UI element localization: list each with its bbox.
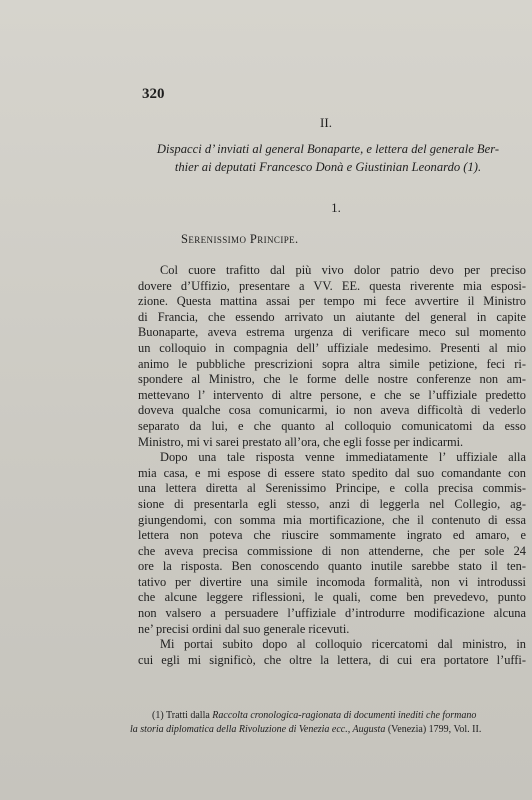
footnote-title: la storia diplomatica della Rivoluzione di Venezia ecc., Augusta xyxy=(130,724,386,735)
body-text xyxy=(138,263,526,668)
heading-line: Dispacci d’ inviati al general Bonaparte, e lettera del generale Ber- xyxy=(156,142,500,156)
body-line: Mi portai subito dopo al colloquio ricercatomi dal ministro, in xyxy=(160,637,526,652)
body-line: non valsero a persuadere l’uffiziale d’introdurre modificazione alcuna xyxy=(138,606,526,621)
body-line: mia casa, e mi espose di essere stato spedito dal suo comandante con xyxy=(138,465,526,480)
body-line: animo le pubbliche prescrizioni sopra altra simile petizione, feci ri- xyxy=(138,356,526,371)
body-line: doveva qualche cosa comunicarmi, io non aveva difficoltà di vederlo xyxy=(138,403,526,418)
section-heading xyxy=(148,140,508,176)
body-line: Buonaparte, aveva estrema urgenza di verificare meco sul momento xyxy=(138,325,526,340)
heading-line: thier ai deputati Francesco Donà e Giustinian Leonardo (1). xyxy=(174,160,482,174)
body-line: una lettera diretta al Serenissimo Principe, e colla precisa commis- xyxy=(138,481,526,496)
body-line: che alcune leggere riflessioni, le quali, come ben prevedevo, punto xyxy=(138,590,526,605)
page-number: 320 xyxy=(142,86,165,102)
body-line: mettevano l’ intervento di altre persone, e che se l’uffiziale predetto xyxy=(138,387,526,402)
subsection-number: 1. xyxy=(331,200,341,215)
body-line: dovere d’Uffizio, presentare a VV. EE. questa riverente mia esposi- xyxy=(138,278,526,293)
body-line: Ministro, mi vi sarei prestato all’ora, che egli fosse per indicarmi. xyxy=(138,434,464,449)
footnote-text: Tratti dalla xyxy=(166,710,210,721)
body-line: tativo per divertire una simile incomoda formalità, non vi introdussi xyxy=(138,574,526,589)
body-line: ore la risposta. Ben conoscendo quanto inutile sarebbe stato il ten- xyxy=(138,559,526,574)
body-line: giungendomi, con somma mia mortificazione, che il contenuto di essa xyxy=(138,512,526,527)
body-line: Col cuore trafitto dal più vivo dolor patrio devo per preciso xyxy=(160,263,526,277)
body-line: ne’ precisi ordini dal suo generale ricevuti. xyxy=(138,621,350,636)
body-line: zione. Questa mattina assai per tempo mi fece avvertire il Ministro xyxy=(138,294,526,309)
footnote-title: Raccolta cronologica-ragionata di documenti inediti che formano xyxy=(212,710,477,721)
footnote-mark: (1) xyxy=(152,710,164,721)
body-line: lettera non poteva che riuscire sommamente ingrato ed amaro, e xyxy=(138,528,526,543)
footnote-text: (Venezia) 1799, Vol. II. xyxy=(387,724,482,735)
body-line: che aveva precisa commissione di non attenderne, che per sole 24 xyxy=(138,543,526,558)
body-line: sione di presentarla egli stesso, anzi di leggerla nel Collegio, ag- xyxy=(138,496,526,511)
footnote-line xyxy=(130,723,526,737)
body-line: separato da lui, e che quanto al colloquio comunicatomi da esso xyxy=(138,418,526,433)
body-line: Dopo una tale risposta venne immediatamente l’ uffiziale alla xyxy=(160,450,526,465)
footnote-line xyxy=(130,709,526,723)
section-number: II. xyxy=(320,115,332,130)
body-line: cui egli mi significò, che oltre la lettera, di cui era portatore l’uffi- xyxy=(138,652,526,667)
body-line: spondere al Ministro, che le forme delle nostre conferenze non am- xyxy=(138,372,526,387)
body-line: di Francia, che essendo arrivato un aiutante del general in capite xyxy=(138,309,526,324)
footnote xyxy=(130,709,526,737)
body-line: un colloquio in compagnia dell’ uffiziale medesimo. Presenti al mio xyxy=(138,340,526,355)
salutation: Serenissimo Principe. xyxy=(181,232,299,246)
